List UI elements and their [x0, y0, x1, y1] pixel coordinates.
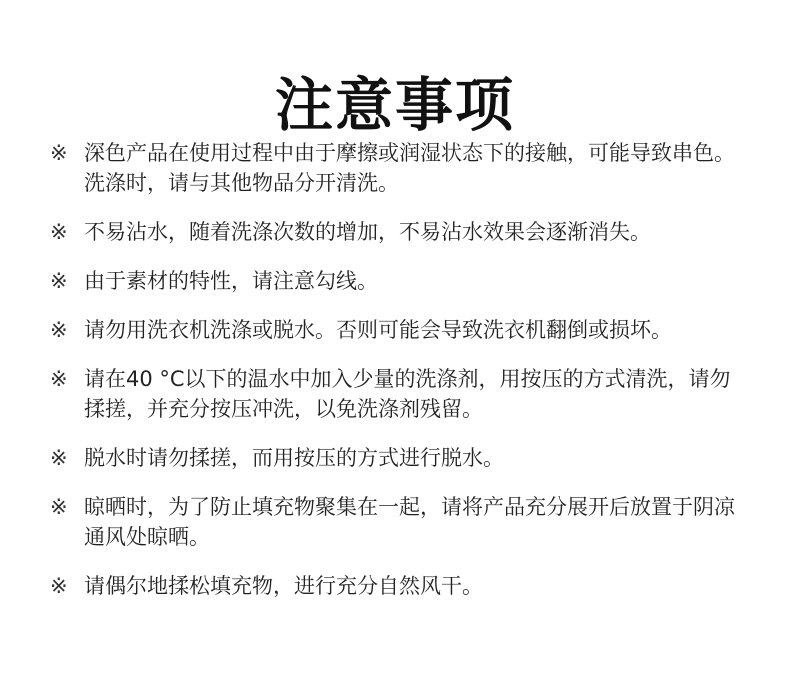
note-text: 脱水时请勿揉搓，而用按压的方式进行脱水。	[84, 446, 504, 470]
list-item	[50, 443, 740, 473]
reference-mark-icon: ※	[50, 446, 68, 470]
list-item	[50, 364, 740, 424]
reference-mark-icon: ※	[50, 269, 68, 293]
list-item	[50, 138, 740, 198]
note-text: 请勿用洗衣机洗涤或脱水。否则可能会导致洗衣机翻倒或损坏。	[84, 318, 672, 342]
list-item	[50, 571, 740, 601]
note-text: 请偶尔地揉松填充物，进行充分自然风干。	[84, 574, 483, 598]
note-text: 晾晒时，为了防止填充物聚集在一起，请将产品充分展开后放置于阴凉通风处晾晒。	[84, 495, 735, 549]
reference-mark-icon: ※	[50, 318, 68, 342]
note-text: 深色产品在使用过程中由于摩擦或润湿状态下的接触，可能导致串色。洗涤时，请与其他物品分开清洗。	[84, 141, 735, 195]
note-text: 不易沾水，随着洗涤次数的增加，不易沾水效果会逐渐消失。	[84, 220, 651, 244]
note-text: 由于素材的特性，请注意勾线。	[84, 269, 378, 293]
reference-mark-icon: ※	[50, 220, 68, 244]
note-text: 请在40 °C以下的温水中加入少量的洗涤剂，用按压的方式清洗，请勿揉搓，并充分按压冲洗，以免洗涤剂残留。	[84, 367, 731, 421]
list-item	[50, 266, 740, 296]
notes-list	[50, 138, 740, 620]
reference-mark-icon: ※	[50, 367, 68, 391]
page-title: 注意事项	[274, 70, 515, 139]
reference-mark-icon: ※	[50, 495, 68, 519]
reference-mark-icon: ※	[50, 574, 68, 598]
list-item	[50, 315, 740, 345]
list-item	[50, 217, 740, 247]
list-item	[50, 492, 740, 552]
reference-mark-icon: ※	[50, 141, 68, 165]
